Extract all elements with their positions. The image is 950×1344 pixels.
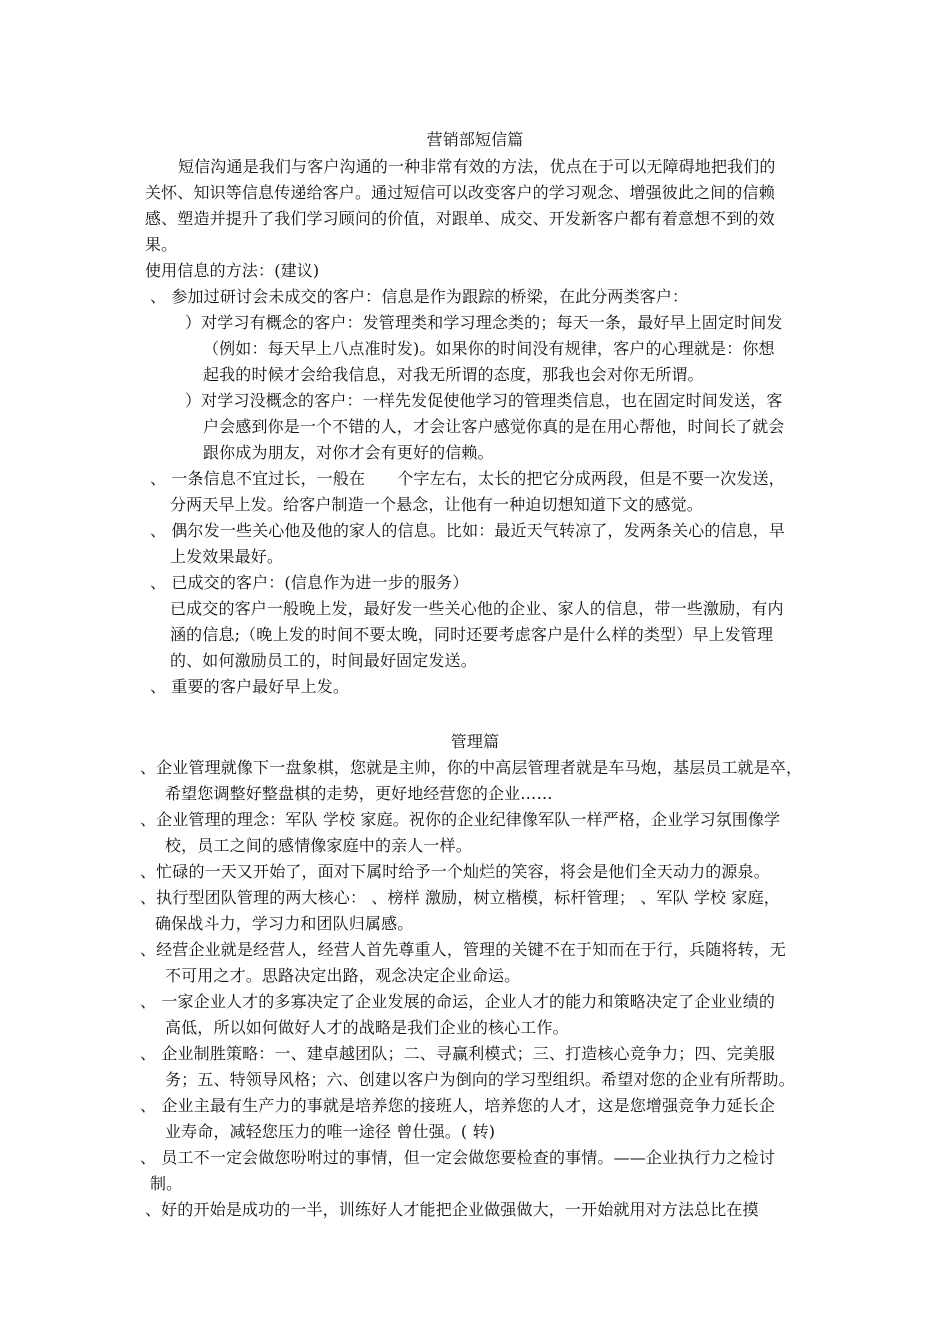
- mgmt-line-9: 不可用之才。思路决定出路，观念决定企业命运。: [165, 966, 521, 985]
- mgmt-line-17: 制。: [150, 1174, 183, 1193]
- intro-line-1: 短信沟通是我们与客户沟通的一种非常有效的方法，优点在于可以无障碍地把我们的: [178, 157, 776, 176]
- mgmt-line-15: 业寿命，减轻您压力的唯一途径 曾仕强。( 转): [165, 1122, 496, 1141]
- sub-item-a-line-2: （例如：每天早上八点准时发)。如果你的时间没有规律，客户的心理就是：你想: [203, 339, 775, 358]
- section-title-management: 管理篇: [450, 732, 500, 751]
- list-item-1: 、 参加过研讨会未成交的客户：信息是作为跟踪的桥梁，在此分两类客户：: [150, 287, 689, 306]
- sub-item-b-line-1: ）对学习没概念的客户：一样先发促使他学习的管理类信息，也在固定时间发送，客: [185, 391, 783, 410]
- section-title-sms: 营销部短信篇: [426, 130, 524, 149]
- list-item-4-line-1: 、 已成交的客户：(信息作为进一步的服务）: [150, 573, 469, 592]
- sub-item-b-line-2: 户会感到你是一个不错的人，才会让客户感觉你真的是在用心帮他，时间长了就会: [203, 417, 785, 436]
- sub-item-b-line-3: 跟你成为朋友，对你才会有更好的信赖。: [203, 443, 494, 462]
- list-item-2-line-1: [150, 468, 785, 490]
- intro-line-4: 果。: [145, 235, 178, 254]
- list-item-3-line-2: 上发效果最好。: [170, 547, 284, 566]
- list-item-4-line-3: 涵的信息;（晚上发的时间不要太晚，同时还要考虑客户是什么样的类型）早上发管理: [170, 625, 774, 644]
- sub-item-a-line-1: ）对学习有概念的客户：发管理类和学习理念类的；每天一条，最好早上固定时间发: [185, 313, 783, 332]
- mgmt-line-4: 校，员工之间的感情像家庭中的亲人一样。: [165, 836, 472, 855]
- mgmt-line-5: 、忙碌的一天又开始了，面对下属时给予一个灿烂的笑容，将会是他们全天动力的源泉。: [140, 862, 770, 881]
- mgmt-line-10: 、 一家企业人才的多寡决定了企业发展的命运，企业人才的能力和策略决定了企业业绩的: [140, 992, 776, 1011]
- mgmt-line-18: 、好的开始是成功的一半，训练好人才能把企业做强做大，一开始就用对方法总比在摸: [145, 1200, 759, 1219]
- mgmt-line-6: 、执行型团队管理的两大核心： 、榜样 激励，树立楷模，标杆管理； 、军队 学校 家庭，: [140, 888, 780, 907]
- method-heading: 使用信息的方法：(建议): [145, 261, 320, 280]
- mgmt-line-3: 、企业管理的理念：军队 学校 家庭。祝你的企业纪律像军队一样严格，企业学习氛围像学: [140, 810, 781, 829]
- sub-item-a-line-3: 起我的时候才会给我信息，对我无所谓的态度，那我也会对你无所谓。: [203, 365, 704, 384]
- intro-line-3: 感、塑造并提升了我们学习顾问的价值，对跟单、成交、开发新客户都有着意想不到的效: [145, 209, 775, 228]
- mgmt-line-16: 、 员工不一定会做您吩咐过的事情，但一定会做您要检查的事情。——企业执行力之检讨: [140, 1148, 776, 1167]
- list-item-2-line-2: 分两天早上发。给客户制造一个悬念，让他有一种迫切想知道下文的感觉。: [170, 495, 703, 514]
- mgmt-line-12: 、 企业制胜策略：一、建卓越团队；二、寻赢利模式；三、打造核心竞争力；四、完美服: [140, 1044, 776, 1063]
- mgmt-line-14: 、 企业主最有生产力的事就是培养您的接班人，培养您的人才，这是您增强竞争力延长企: [140, 1096, 776, 1115]
- list-item-4-line-4: 的、如何激励员工的，时间最好固定发送。: [170, 651, 477, 670]
- mgmt-line-11: 高低，所以如何做好人才的战略是我们企业的核心工作。: [165, 1018, 569, 1037]
- list-item-2-part-1: 、 一条信息不宜过长，一般在: [150, 469, 366, 488]
- mgmt-line-8: 、经营企业就是经营人，经营人首先尊重人，管理的关键不在于知而在于行，兵随将转，无: [140, 940, 787, 959]
- mgmt-line-2: 希望您调整好整盘棋的走势，更好地经营您的企业……: [165, 784, 553, 803]
- list-item-3-line-1: 、 偶尔发一些关心他及他的家人的信息。比如：最近天气转凉了，发两条关心的信息，早: [150, 521, 786, 540]
- intro-line-2: 关怀、知识等信息传递给客户。通过短信可以改变客户的学习观念、增强彼此之间的信赖: [145, 183, 775, 202]
- list-item-2-part-2: 个字左右，太长的把它分成两段，但是不要一次发送，: [397, 469, 785, 488]
- mgmt-line-1: 、企业管理就像下一盘象棋，您就是主帅，你的中高层管理者就是车马炮，基层员工就是卒，: [140, 758, 803, 777]
- mgmt-line-7: 确保战斗力，学习力和团队归属感。: [155, 914, 414, 933]
- mgmt-line-13: 务；五、特领导风格；六、创建以客户为倒向的学习型组织。希望对您的企业有所帮助。: [165, 1070, 795, 1089]
- list-item-5: 、 重要的客户最好早上发。: [150, 677, 350, 696]
- list-item-4-line-2: 已成交的客户一般晚上发，最好发一些关心他的企业、家人的信息，带一些激励，有内: [170, 599, 784, 618]
